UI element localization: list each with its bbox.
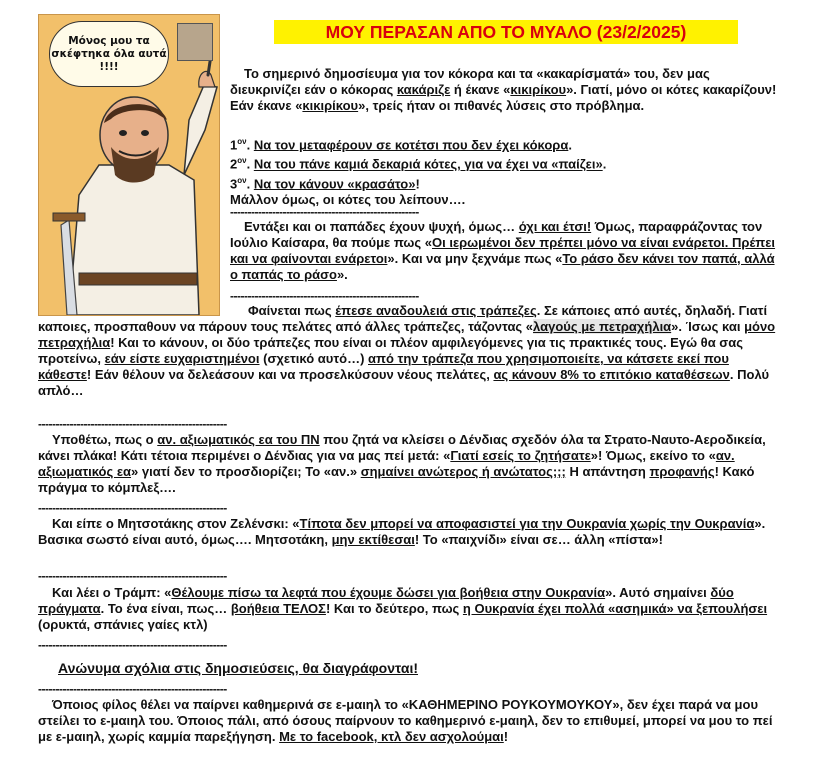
text-segment: », τρείς ήταν οι πιθανές λύσεις στο πρόβλημα.: [358, 98, 645, 113]
text-segment: Και λέει ο Τράμπ: «: [52, 585, 172, 600]
text-emphasis: μόνο πετραχήλια: [38, 319, 776, 350]
text-emphasis: Θέλουμε πίσω τα λεφτά που έχουμε δώσει για βοήθεια στην Ουκρανία: [171, 585, 606, 600]
text-emphasis: δύο πράγματα: [38, 585, 734, 616]
text-segment: ή έκανε «: [450, 82, 511, 97]
text-segment: Το σημερινό δημοσίευμα για τον κόκορα και τα «κακαρίσματά» του, δεν μας διευκρινίζει εάν ο κόκορας: [230, 66, 710, 97]
text-emphasis: Γιατί εσείς το ζητήσατε: [450, 448, 591, 463]
text-segment: Η απάντηση: [565, 464, 650, 479]
section-priests: [230, 219, 780, 283]
text-emphasis: βοήθεια ΤΕΛΟΣ: [230, 601, 326, 616]
text-emphasis: Με το facebook, κτλ δεν ασχολούμαι: [279, 729, 504, 744]
text-emphasis: κικιρίκου: [510, 82, 567, 97]
section-officer: [38, 432, 780, 496]
text-segment: ! Κακό πράγμα το κόμπλεξ….: [38, 464, 755, 495]
text-segment: » γιατί δεν το προσδιορίζει; Το «αν.»: [131, 464, 361, 479]
divider: ------------------------------------------------------: [38, 502, 227, 514]
option-2: $2^{o\nu}$. Να του πάνε καμιά δεκαριά κότες, για να έχει να «παίζει».: [230, 156, 607, 172]
text-emphasis: κακάριζε: [396, 82, 451, 97]
section-newsletter: [38, 697, 780, 745]
text-emphasis: Οι ιερωμένοι δεν πρέπει μόνο να είναι ενάρετοι. Πρέπει και να φαίνονται ενάρετοι: [230, 235, 776, 266]
divider: ------------------------------------------------------: [38, 418, 227, 430]
option-number: 3: [230, 175, 238, 191]
text-segment: ». Ίσως και: [671, 319, 745, 334]
option-number: 1: [230, 137, 238, 153]
text-segment: ».: [336, 267, 348, 282]
text-emphasis: σημαίνει ανώτερος ή ανώτατος;;;: [360, 464, 566, 479]
text-segment: . Το ένα είναι, πως…: [100, 601, 231, 616]
text-segment: ». Αυτό σημαίνει: [605, 585, 711, 600]
option-text: Να του πάνε καμιά δεκαριά κότες, για να έχει να «παίζει»: [253, 156, 603, 172]
text-segment: (σχετικό αυτό…): [259, 351, 369, 366]
text-segment: ! Το «παιχνίδι» είναι σε… άλλη «πίστα»!: [414, 532, 663, 547]
speech-bubble: Μόνος μου τα σκέφτηκα όλα αυτά !!!!: [49, 21, 169, 87]
text-segment: Υποθέτω, πως ο: [52, 432, 158, 447]
option-1: $1^{o\nu}$. Να τον μεταφέρουν σε κοτέτσι που δεν έχει κόκορα.: [230, 137, 572, 153]
section-trump: [38, 585, 780, 633]
divider: ------------------------------------------------------: [38, 639, 227, 651]
text-emphasis: Τίποτα δεν μπορεί να αποφασιστεί για την Ουκρανία χωρίς την Ουκρανία: [299, 516, 755, 531]
text-segment: !: [503, 729, 509, 744]
text-emphasis: κικιρίκου: [302, 98, 359, 113]
section-banks: [38, 303, 780, 399]
anonymous-comments-notice: Ανώνυμα σχόλια στις δημοσιεύσεις, θα διαγράφονται!: [58, 660, 419, 676]
text-segment: Εντάξει και οι παπάδες έχουν ψυχή, όμως…: [244, 219, 519, 234]
text-segment: . Πολύ απλό…: [38, 367, 770, 398]
text-emphasis: λαγούς με πετραχήλια: [533, 319, 672, 334]
text-segment: ». Γιατί, μόνο οι κότες κακαρίζουν! Εάν έκανε «: [230, 82, 777, 113]
text-segment: ». Και να μην ξεχνάμε πως «: [387, 251, 563, 266]
option-suffix: ον: [237, 156, 247, 166]
text-emphasis: εάν είστε ευχαριστημένοι: [104, 351, 260, 366]
page-title: ΜΟΥ ΠΕΡΑΣΑΝ ΑΠΟ ΤΟ ΜΥΑΛΟ (23/2/2025): [274, 20, 738, 44]
text-segment: ! Εάν θέλουν να δελεάσουν και να προσελκύσουν νέους πελάτες,: [86, 367, 494, 382]
option-text: Να τον κάνουν «κρασάτο»: [253, 175, 416, 191]
option-suffix: ον: [237, 137, 247, 146]
divider: ------------------------------------------------------: [230, 290, 419, 302]
section-rooster: [230, 66, 780, 114]
text-emphasis: έπεσε αναδουλειά στις τράπεζες: [335, 303, 537, 318]
option-suffix: ον: [237, 175, 247, 185]
text-segment: ! Και το κάνουν, οι δύο τράπεζες που είναι οι πλέον αμφιλεγόμενες για τις πρακτικές τους. Εγώ θα σας προτείνω,: [38, 335, 743, 366]
divider: ------------------------------------------------------: [38, 570, 227, 582]
option-number: 2: [230, 156, 238, 172]
text-emphasis: ας κάνουν 8% το επιτόκιο καταθέσεων: [493, 367, 730, 382]
text-segment: Όποιος φίλος θέλει να παίρνει καθημερινά σε ε-μαιηλ το «ΚΑΘΗΜΕΡΙΝΟ ΡΟΥΚΟΥΜΟΥΚΟΥ», δεν έχει παρά να μου στείλει το ε-μαιηλ του. Όποιος πάλι, από όσους παίρνουν το καθημερινό ε-μαιηλ, δεν το επιθυμεί, μπορεί να μου το πεί με ε-μαιηλ, χωρίς καμμία παρεξήγηση.: [38, 697, 773, 744]
text-segment: Φαίνεται πως: [248, 303, 336, 318]
section-mitsotakis: [38, 516, 780, 548]
text-emphasis: μην εκτίθεσαι: [331, 532, 415, 547]
option-3: $3^{o\nu}$. Να τον κάνουν «κρασάτο»!: [230, 175, 420, 191]
text-segment: . Σε κάποιες από αυτές, δηλαδή. Γιατί καποιες, προσπαθουν να πάρουν τους πελάτες από άλλες τράπεζες, τάζοντας «: [38, 303, 768, 334]
text-emphasis: προφανής: [649, 464, 715, 479]
text-segment: (ορυκτά, σπάνιες γαίες κτλ): [38, 617, 208, 632]
option-text: Να τον μεταφέρουν σε κοτέτσι που δεν έχει κόκορα: [253, 137, 569, 153]
text-segment: ». Βασικα σωστό είναι αυτό, όμως…. Μητσοτάκη,: [38, 516, 766, 547]
divider: ------------------------------------------------------: [230, 206, 419, 218]
text-emphasis: από την τράπεζα που χρησιμοποιείτε, να κάτσετε εκεί που κάθεστε: [38, 351, 729, 382]
text-emphasis: αν. αξιωματικός εα: [38, 448, 735, 479]
text-segment: Και είπε ο Μητσοτάκης στον Ζελένσκι: «: [52, 516, 300, 531]
text-emphasis: η Ουκρανία έχει πολλά «ασημικά» να ξεπουλήσει: [462, 601, 768, 616]
text-segment: ! Και το δεύτερο, πως: [325, 601, 463, 616]
text-segment: που ζητά να κλείσει ο Δένδιας σχεδόν όλα τα Στρατο-Ναυτο-Αεροδικεία, κάνει πλάκα! Κάτι τέτοια περιμένει ο Δένδιας για να μας πεί μετά: «: [38, 432, 766, 463]
text-emphasis: αν. αξιωματικός εα του ΠΝ: [157, 432, 320, 447]
cartoon-illustration: [38, 14, 220, 316]
text-segment: Όμως, παραφράζοντας τον Ιούλιο Καίσαρα, θα πούμε πως «: [230, 219, 763, 250]
text-segment: »! Όμως, εκείνο το «: [590, 448, 716, 463]
section-closing: Μάλλον όμως, οι κότες του λείπουν….: [230, 191, 466, 207]
divider: ------------------------------------------------------: [38, 683, 227, 695]
option-list: [230, 134, 780, 208]
author-photo: [177, 23, 213, 61]
text-emphasis: όχι και έτσι!: [518, 219, 592, 234]
text-emphasis: Το ράσο δεν κάνει τον παπά, αλλά ο παπάς το ράσο: [230, 251, 775, 282]
